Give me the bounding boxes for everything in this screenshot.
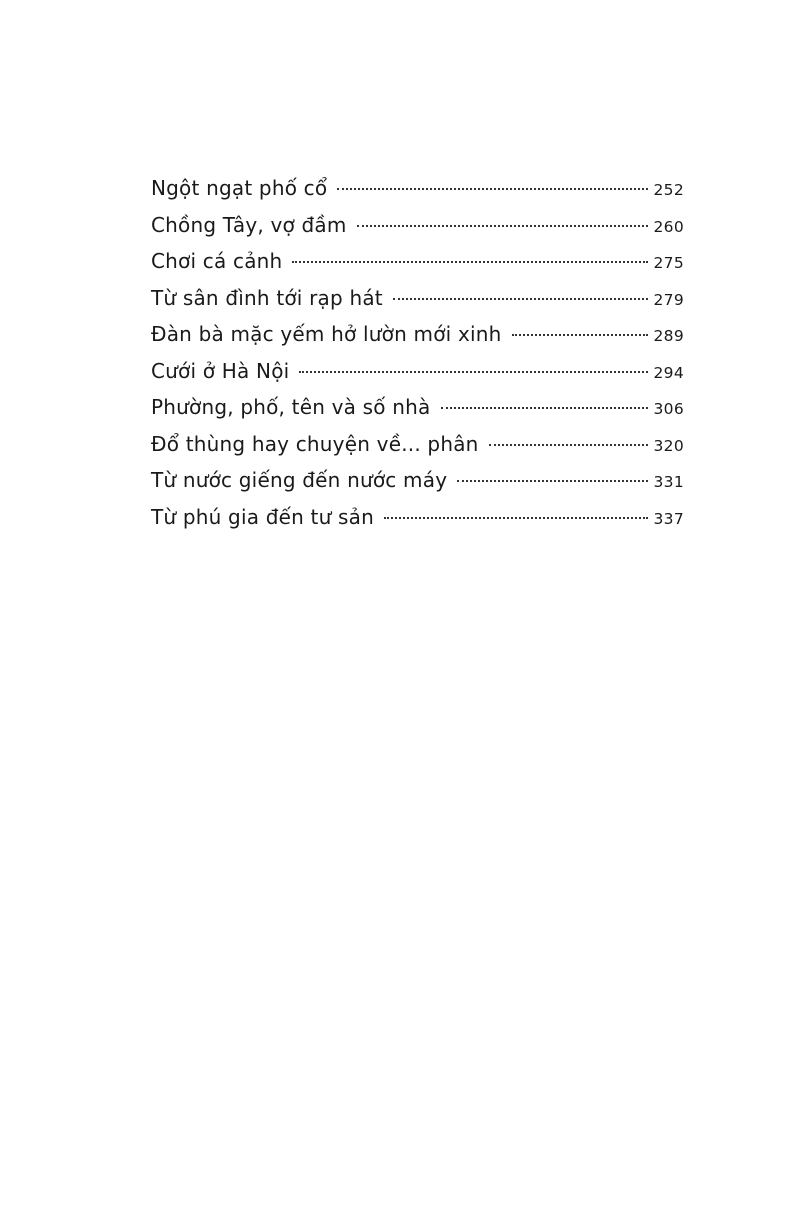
- toc-entry-page: 320: [653, 436, 684, 455]
- toc-dot-leader: [512, 334, 648, 336]
- toc-dot-leader: [292, 261, 647, 263]
- toc-entry-title: Từ nước giếng đến nước máy: [151, 468, 448, 492]
- toc-dot-leader: [457, 480, 647, 482]
- toc-entry: [151, 505, 684, 542]
- table-of-contents: [151, 176, 684, 541]
- toc-entry-title: Đàn bà mặc yếm hở lườn mới xinh: [151, 322, 502, 346]
- toc-dot-leader: [393, 298, 648, 300]
- toc-entry-page: 331: [653, 473, 684, 491]
- toc-entry-page: 306: [653, 400, 684, 418]
- toc-entry-title: Phường, phố, tên và số nhà: [151, 395, 431, 419]
- toc-entry: [151, 468, 684, 505]
- toc-dot-leader: [337, 188, 647, 190]
- toc-entry: [151, 176, 684, 213]
- toc-entry-page: 260: [653, 217, 684, 236]
- toc-entry-page: 252: [653, 181, 684, 199]
- toc-entry: [151, 359, 684, 396]
- toc-dot-leader: [357, 225, 648, 227]
- toc-entry-title: Từ sân đình tới rạp hát: [151, 285, 383, 310]
- toc-entry-title: Đổ thùng hay chuyện về... phân: [151, 431, 479, 456]
- toc-entry-title: Ngột ngạt phố cổ: [151, 176, 328, 200]
- toc-dot-leader: [441, 407, 648, 409]
- toc-dot-leader: [489, 444, 648, 446]
- toc-entry: [151, 249, 684, 286]
- toc-entry-page: 289: [653, 327, 684, 345]
- toc-entry-title: Chơi cá cảnh: [151, 249, 283, 273]
- toc-entry-title: Cưới ở Hà Nội: [151, 358, 290, 383]
- toc-entry: [151, 395, 684, 432]
- toc-entry: [151, 322, 684, 359]
- toc-entry: [151, 213, 684, 250]
- toc-dot-leader: [299, 371, 647, 373]
- toc-dot-leader: [384, 517, 648, 519]
- toc-entry: [151, 432, 684, 469]
- toc-entry-page: 294: [653, 363, 684, 382]
- toc-entry-page: 279: [653, 290, 684, 309]
- toc-entry-page: 275: [653, 254, 684, 272]
- toc-entry-title: Từ phú gia đến tư sản: [151, 504, 374, 529]
- toc-entry-page: 337: [653, 509, 684, 528]
- toc-entry-title: Chồng Tây, vợ đầm: [151, 212, 347, 237]
- toc-entry: [151, 286, 684, 323]
